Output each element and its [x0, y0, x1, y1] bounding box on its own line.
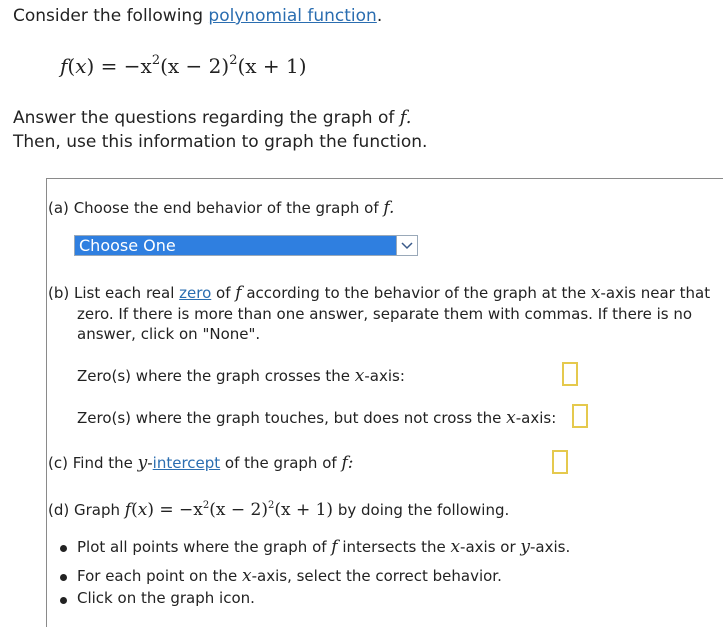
part-c-of: of the graph of [220, 454, 342, 472]
touches-text: Zero(s) where the graph touches, but does not cross the [77, 409, 507, 427]
zero-link[interactable]: zero [179, 284, 212, 302]
part-d-label: (d) [48, 501, 70, 519]
part-a-label: (a) [48, 199, 69, 217]
crosses-answer-box[interactable] [562, 362, 578, 386]
bullet-3-icon [60, 597, 67, 604]
intro-period: . [376, 6, 383, 26]
part-b-of: of [211, 284, 236, 302]
end-behavior-select-value: Choose One [79, 236, 176, 255]
bullet-1: Plot all points where the graph of f intersects the x-axis or y-axis. [77, 537, 571, 557]
intro-line-1 [13, 6, 382, 26]
bullet-3: Click on the graph icon. [77, 589, 255, 607]
end-behavior-select[interactable] [74, 235, 418, 256]
part-a-text: Choose the end behavior of the graph of [73, 199, 384, 217]
crosses-axis-suffix: -axis: [364, 367, 405, 385]
touches-axis-suffix: -axis: [515, 409, 557, 427]
y-intercept-answer-box[interactable] [552, 450, 568, 474]
bullet-2: For each point on the x-axis, select the correct behavior. [77, 566, 502, 586]
bullet-1-b: intersects the [337, 538, 451, 556]
intro-line-3: Then, use this information to graph the function. [13, 132, 428, 152]
bullet-2-icon [60, 574, 67, 581]
part-c-text: Find the [72, 454, 138, 472]
part-c: (c) Find the y-intercept of the graph of f: [48, 453, 354, 473]
part-b-axis: -axis near that [600, 284, 711, 302]
part-d-formula: $f(x) = -x^2(x - 2)^2(x + 1)$ [124, 500, 334, 520]
part-c-label: (c) [48, 454, 68, 472]
part-d-text: Graph [74, 501, 125, 519]
part-b-label: (b) [48, 284, 70, 302]
bullet-1-d: -axis. [530, 538, 571, 556]
formula-x: x [75, 54, 87, 78]
intro-line-2-text: Answer the questions regarding the graph of [13, 108, 400, 128]
formula-exponent-2: 2 [229, 53, 238, 68]
intro-line-2: Answer the questions regarding the graph of f. [13, 107, 412, 128]
formula-factor-2: (x + 1) [237, 54, 307, 78]
part-b-text: List each real [74, 284, 180, 302]
formula-factor-1: (x − 2) [160, 54, 230, 78]
chevron-down-icon [396, 236, 417, 255]
intercept-link[interactable]: intercept [152, 454, 221, 472]
part-d [48, 500, 509, 520]
formula-exponent-1: 2 [151, 53, 161, 68]
part-b-behavior: according to the behavior of the graph at the [241, 284, 591, 302]
bullet-2-a: For each point on the [77, 567, 243, 585]
crosses-label: Zero(s) where the graph crosses the x-axis: [77, 366, 405, 386]
formula-body: = −x [100, 54, 152, 78]
bullet-1-a: Plot all points where the graph of [77, 538, 332, 556]
part-b-line-2: zero. If there is more than one answer, separate them with commas. If there is no [77, 305, 693, 323]
touches-label: Zero(s) where the graph touches, but does not cross the x-axis: [77, 408, 557, 428]
touches-answer-box[interactable] [572, 404, 588, 428]
part-b: (b) List each real zero of f according to the behavior of the graph at the x-axis near that [48, 283, 711, 303]
bullet-1-icon [60, 545, 67, 552]
polynomial-function-link[interactable]: polynomial function [208, 6, 377, 26]
bullet-1-c: -axis or [460, 538, 521, 556]
part-d-text-after: by doing the following. [333, 501, 510, 519]
function-formula: $f(x) = -x^2(x - 2)^2(x + 1)$ [60, 53, 307, 78]
crosses-text: Zero(s) where the graph crosses the [77, 367, 355, 385]
bullet-2-b: -axis, select the correct behavior. [251, 567, 502, 585]
intro-text: Consider the following [13, 6, 209, 26]
part-a: (a) Choose the end behavior of the graph of f. [48, 198, 395, 218]
part-b-line-3: answer, click on "None". [77, 325, 261, 343]
formula-f: f [60, 54, 68, 78]
